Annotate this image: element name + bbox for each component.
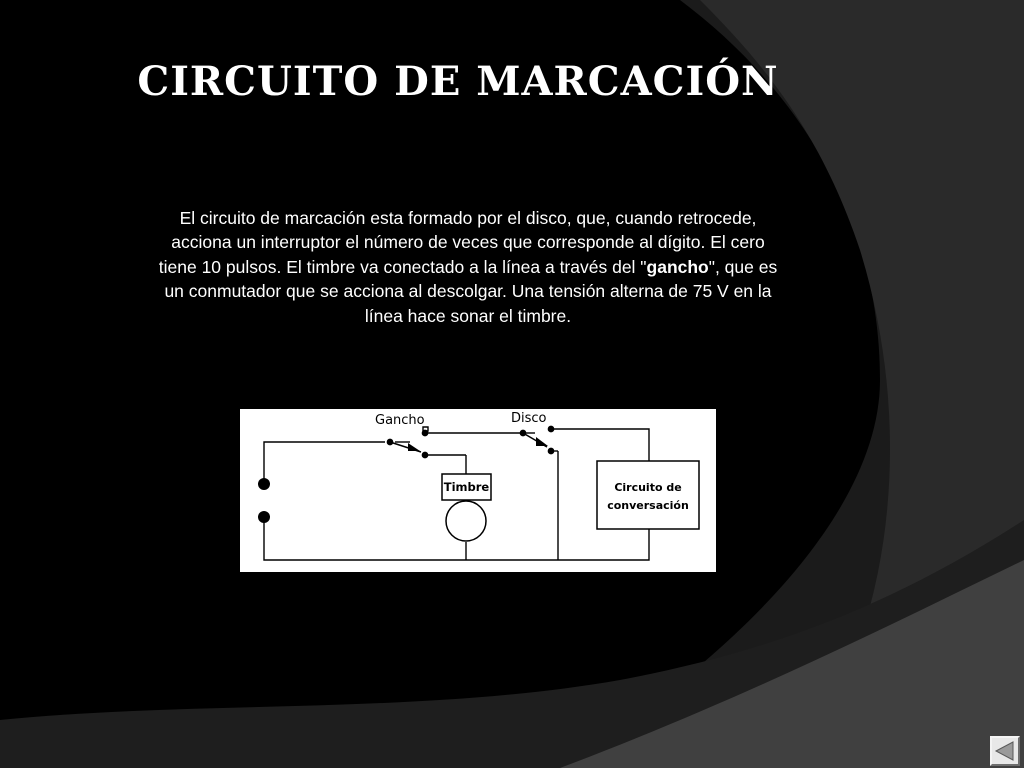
previous-slide-button[interactable] — [990, 736, 1020, 766]
bell-icon — [446, 501, 486, 541]
label-timbre: Timbre — [443, 480, 490, 494]
label-gancho: Gancho — [375, 413, 425, 428]
body-paragraph — [158, 206, 778, 328]
circuito-conversacion-box — [597, 461, 699, 529]
label-disco: Disco — [511, 411, 547, 426]
line-terminal-bottom — [258, 511, 270, 523]
label-circuito-line2: conversación — [607, 499, 689, 512]
slide-title: CIRCUITO DE MARCACIÓN — [137, 58, 779, 105]
body-text-part2: ", que es un conmutador que se acciona al descolgar. Una tensión alterna de 75 V en la línea hace sonar el timbre. — [164, 256, 778, 326]
body-text-part1: El circuito de marcación esta formado por el disco, que, cuando retrocede, acciona un interruptor el número de veces que corresponde al dígito. El cero tiene 10 pulsos. El timbre va conectado a la línea a través del " — [158, 208, 765, 277]
triangle-left-icon — [992, 738, 1018, 764]
gancho-switch — [387, 430, 427, 457]
body-text-bold-gancho: gancho — [646, 256, 709, 277]
line-terminal-top — [258, 478, 270, 490]
disco-switch — [520, 426, 553, 453]
circuit-diagram — [240, 409, 716, 572]
label-circuito-line1: Circuito de — [614, 481, 682, 494]
